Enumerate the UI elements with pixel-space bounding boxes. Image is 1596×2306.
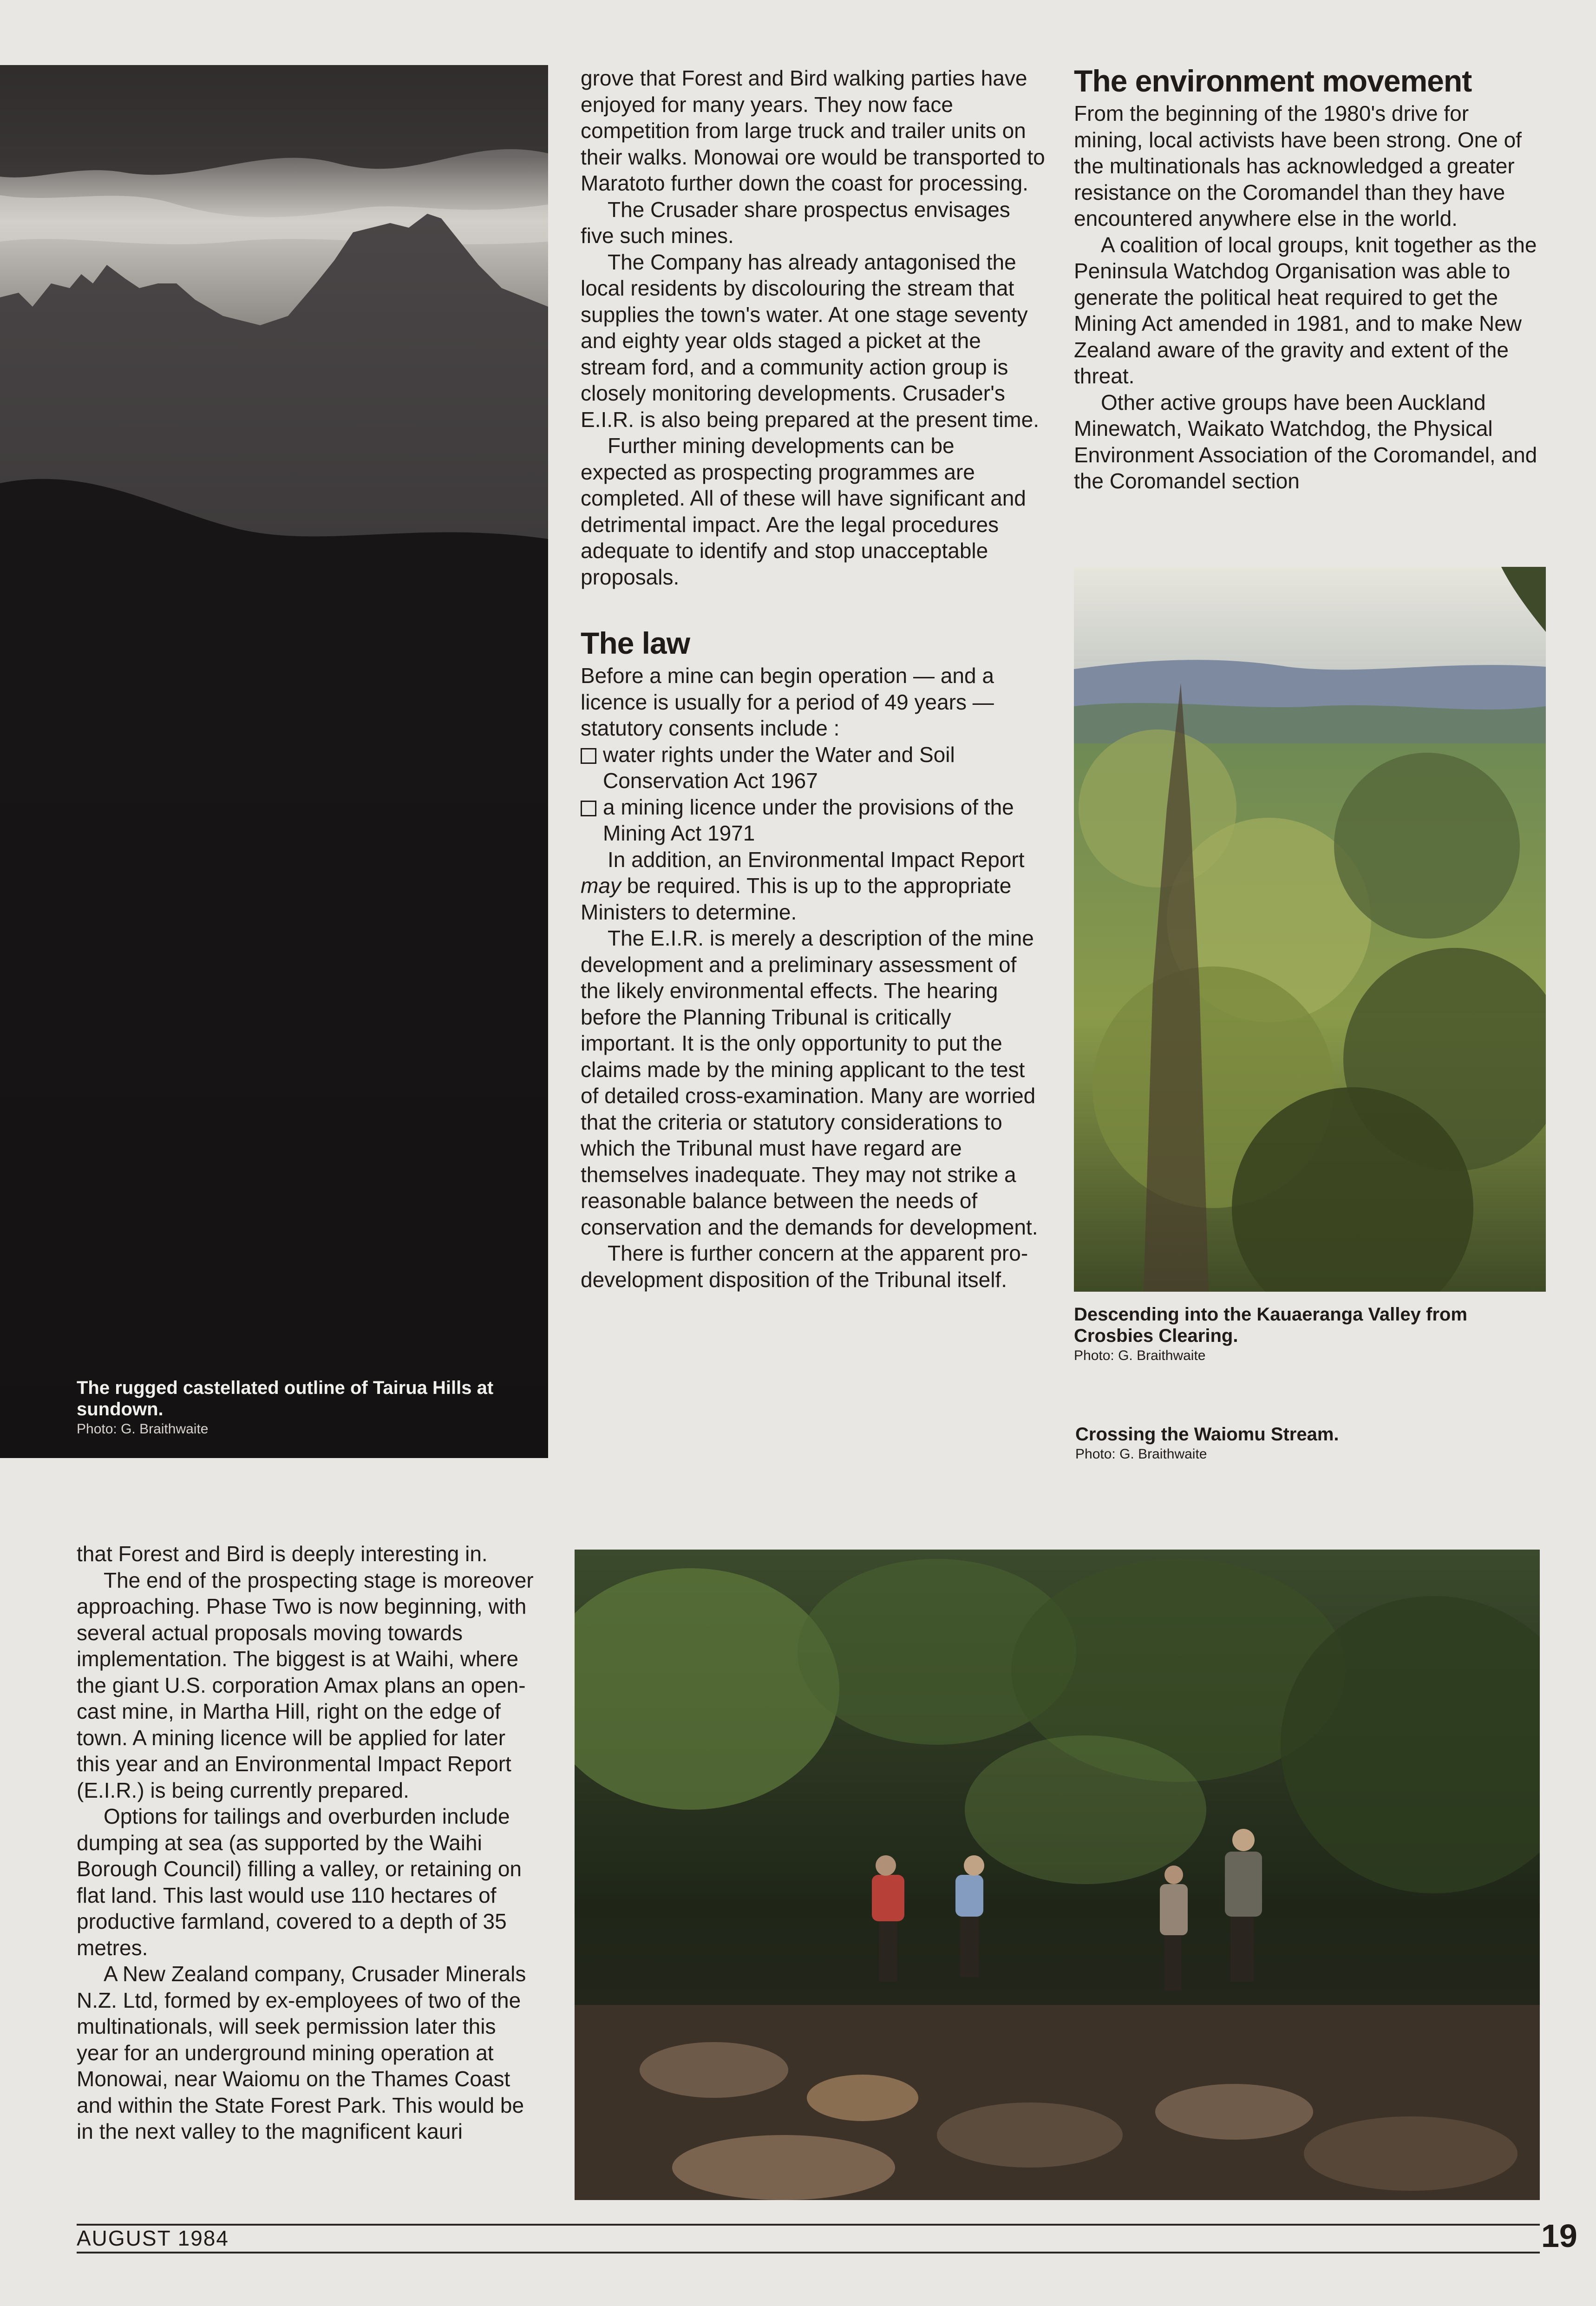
paragraph: Further mining developments can be expected as prospecting programmes are completed. All of these will have significant and detrimental impact. Are the legal procedures adequate to identify and stop unacceptable proposals. (581, 434, 1026, 589)
issue-date: AUGUST 1984 (77, 2226, 229, 2250)
paragraph: A New Zealand company, Crusader Minerals N.Z. Ltd, formed by ex-employees of two of the multinationals, will seek permission later this year for an underground mining operation at Monowai, near Waiomu on the Thames Coast and within the State Forest Park. This would be in the next valley to the magnificent kauri (77, 1962, 526, 2143)
waiomu-caption-title: Crossing the Waiomu Stream. (1075, 1424, 1339, 1445)
list-item-text: water rights under the Water and Soil Conservation Act 1967 (603, 742, 955, 793)
page-number: 19 (1541, 2218, 1577, 2254)
list-item (581, 742, 1045, 794)
paragraph: grove that Forest and Bird walking parties have enjoyed for many years. They now face competition from large truck and trailer units on their walks. Monowai ore would be transported to Maratoto further down the coast for processing. (581, 66, 1045, 195)
paragraph: The E.I.R. is merely a description of the mine development and a preliminary assessment of the likely environmental effects. The hearing before the Planning Tribunal is critically important. It is the only opportunity to put the claims made by the mining applicant to the test of detailed cross-examination. Many are worried that the criteria or statutory considerations to which the Tribunal must have regard are themselves inadequate. They may not strike a reasonable balance between the needs of conservation and the demands for development. (581, 926, 1038, 1239)
paragraph: Options for tailings and overburden include dumping at sea (as supported by the Waihi Borough Council) filling a valley, or retaining on flat land. This last would use 110 hectares of productive farmland, covered to a depth of 35 metres. (77, 1804, 522, 1960)
paragraph: The end of the prospecting stage is moreover approaching. Phase Two is now beginning, with several actual proposals moving towards implementation. The biggest is at Waihi, where the giant U.S. corporation Amax plans an open-cast mine, in Martha Hill, right on the edge of town. A mining licence will be applied for later this year and an Environmental Impact Report (E.I.R.) is being currently prepared. (77, 1568, 534, 1802)
footer-rule-bottom (77, 2252, 1540, 2253)
paragraph: that Forest and Bird is deeply interesting in. (77, 1542, 488, 1566)
environment-heading: The environment movement (1074, 64, 1472, 98)
middle-column (581, 65, 1045, 1293)
law-heading: The law (581, 626, 690, 660)
text-span: be required. This is up to the appropriate Ministers to determine. (581, 874, 1012, 924)
waiomu-caption (1075, 1424, 1547, 1464)
footer-rule-top (77, 2224, 1540, 2226)
paragraph: A coalition of local groups, knit together as the Peninsula Watchdog Organisation was able to generate the political heat required to get the Mining Act amended in 1981, and to make New Zealand aware of the gravity and extent of the threat. (1074, 232, 1537, 388)
emphasis: may (581, 874, 621, 898)
paragraph (581, 847, 1045, 926)
waiomu-caption-credit: Photo: G. Braithwaite (1075, 1446, 1207, 1462)
paragraph: From the beginning of the 1980's drive for mining, local activists have been strong. One of the multinationals has acknowledged a greater resistance on the Coromandel than they have encountered anywhere else in the world. (1074, 101, 1522, 230)
kauaeranga-image (1074, 567, 1546, 1292)
list-item (581, 794, 1045, 847)
paragraph: The Crusader share prospectus envisages five such mines. (581, 197, 1010, 248)
tairua-caption-title: The rugged castellated outline of Tairua Hills at sundown. (77, 1378, 494, 1419)
paragraph: Other active groups have been Auckland Minewatch, Waikato Watchdog, the Physical Environment Association of the Coromandel, and the Coromandel section (1074, 390, 1537, 493)
kauaeranga-caption-credit: Photo: G. Braithwaite (1074, 1348, 1206, 1363)
checkbox-bullet-icon (581, 748, 596, 764)
paragraph: The Company has already antagonised the local residents by discolouring the stream that supplies the town's water. At one stage seventy and eighty year olds staged a picket at the stream ford, and a community action group is closely monitoring developments. Crusader's E.I.R. is also being prepared at the present time. (581, 250, 1039, 432)
tairua-hills-image (0, 65, 548, 1458)
waiomu-photo (575, 1550, 1540, 2200)
bottom-left-column (77, 1541, 541, 2145)
text-span: In addition, an Environmental Impact Report (608, 847, 1025, 872)
kauaeranga-caption-title: Descending into the Kauaeranga Valley from Crosbies Clearing. (1074, 1304, 1467, 1346)
paragraph: Before a mine can begin operation — and a licence is usually for a period of 49 years — statutory consents include : (581, 664, 994, 740)
tairua-hills-photo (0, 65, 548, 1458)
checkbox-bullet-icon (581, 801, 596, 816)
kauaeranga-photo (1074, 567, 1546, 1292)
right-column (1074, 61, 1538, 494)
list-item-text: a mining licence under the provisions of the Mining Act 1971 (603, 795, 1014, 845)
waiomu-image (575, 1550, 1540, 2200)
tairua-caption (77, 1377, 541, 1439)
tairua-caption-credit: Photo: G. Braithwaite (77, 1421, 209, 1437)
kauaeranga-caption (1074, 1304, 1546, 1365)
paragraph: There is further concern at the apparent pro-development disposition of the Tribunal itself. (581, 1241, 1028, 1292)
